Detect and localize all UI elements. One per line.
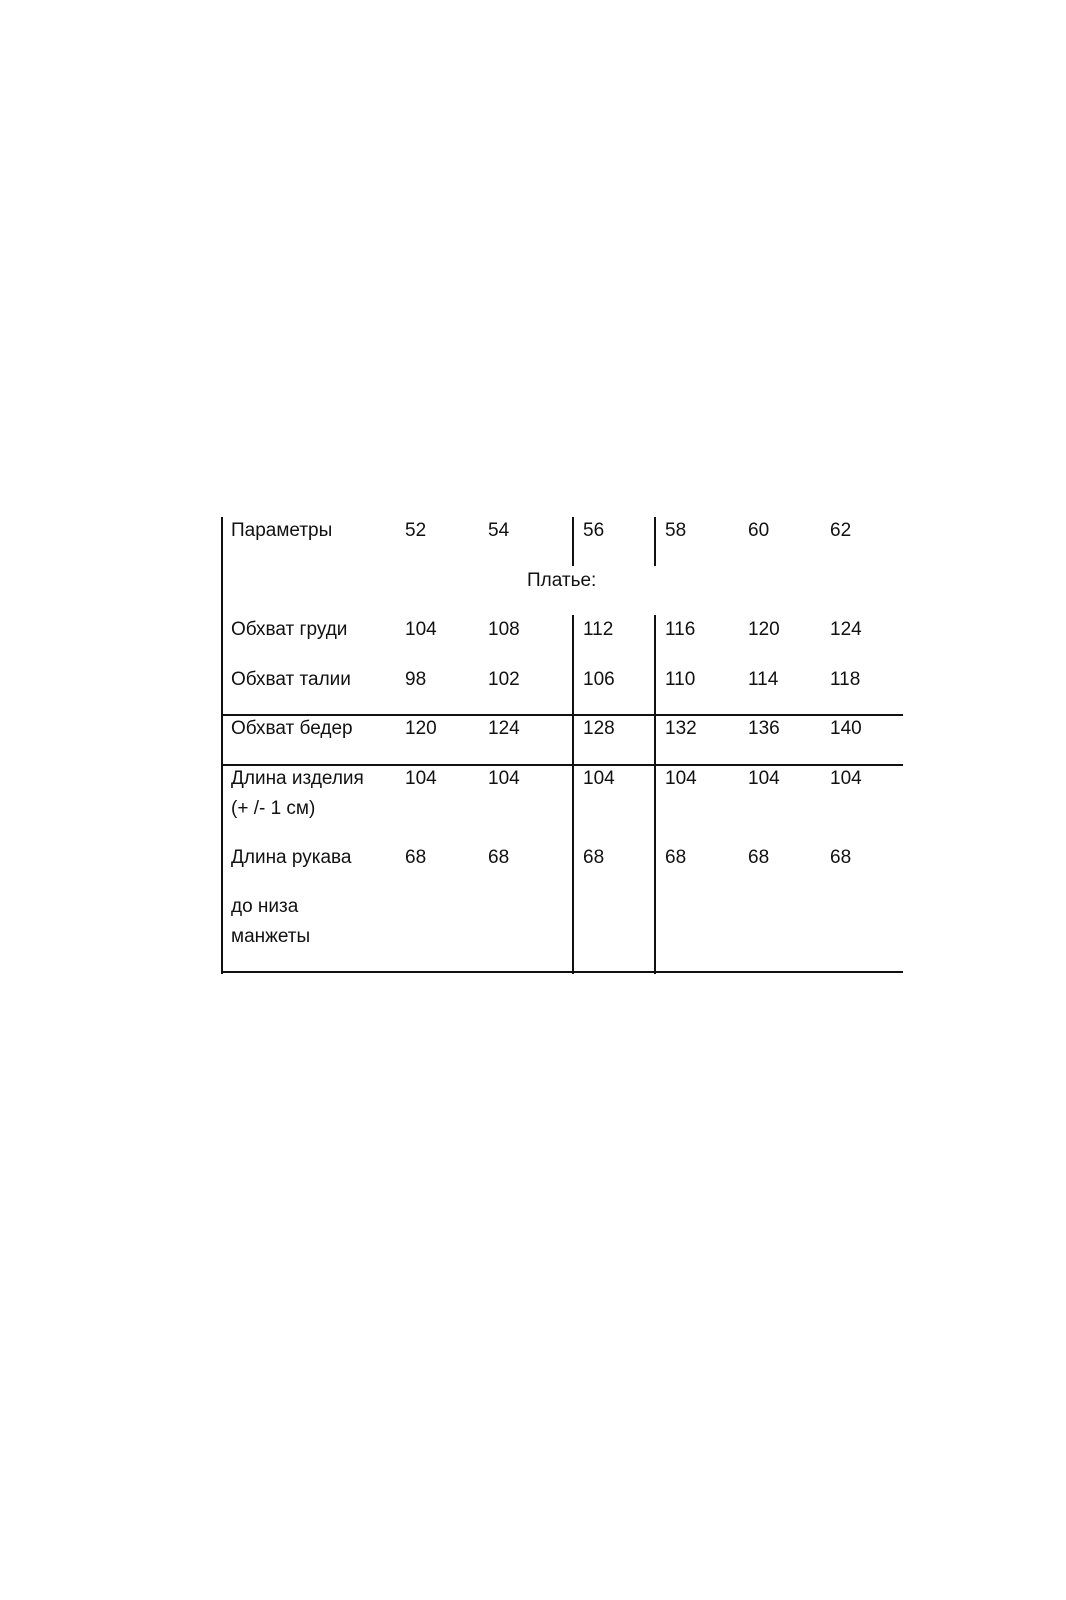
- table-cell: 104: [405, 619, 437, 640]
- table-cell: 104: [665, 768, 697, 789]
- row-divider-hips-top: [221, 714, 903, 716]
- table-cell: 104: [583, 768, 615, 789]
- sleeve-note-line1: до низа: [231, 896, 299, 917]
- table-cell: 68: [405, 847, 427, 868]
- table-cell: 120: [748, 619, 780, 640]
- table-cell: 68: [665, 847, 687, 868]
- table-cell: 104: [748, 768, 780, 789]
- table-cell: 132: [665, 718, 697, 739]
- table-cell: 68: [488, 847, 510, 868]
- header-size: 62: [830, 520, 852, 541]
- table-cell: 68: [748, 847, 770, 868]
- table-cell: 114: [748, 669, 779, 690]
- header-size: 52: [405, 520, 427, 541]
- table-cell: 104: [488, 768, 520, 789]
- table-cell: 128: [583, 718, 615, 739]
- row-label: Длина изделия: [231, 768, 364, 789]
- table-bottom-border: [221, 971, 903, 973]
- column-divider-58-top: [654, 517, 656, 566]
- section-title: Платье:: [527, 570, 597, 591]
- row-label: Длина рукава: [231, 847, 352, 868]
- table-cell: 104: [405, 768, 437, 789]
- row-label: Обхват талии: [231, 669, 351, 690]
- table-cell: 124: [488, 718, 520, 739]
- table-cell: 68: [583, 847, 605, 868]
- table-cell: 116: [665, 619, 696, 640]
- column-divider-56-top: [572, 517, 574, 566]
- table-cell: 108: [488, 619, 520, 640]
- row-label: Обхват груди: [231, 619, 348, 640]
- column-divider-56: [572, 615, 574, 974]
- table-cell: 120: [405, 718, 437, 739]
- table-cell: 118: [830, 669, 861, 690]
- table-cell: 140: [830, 718, 862, 739]
- sleeve-note-line2: манжеты: [231, 926, 311, 947]
- table-cell: 112: [583, 619, 614, 640]
- header-size: 54: [488, 520, 510, 541]
- row-label-note: (+ /- 1 см): [231, 798, 316, 819]
- table-cell: 106: [583, 669, 615, 690]
- row-label: Обхват бедер: [231, 718, 353, 739]
- header-size: 56: [583, 520, 605, 541]
- table-cell: 136: [748, 718, 780, 739]
- row-divider-hips-bottom: [221, 764, 903, 766]
- header-size: 58: [665, 520, 687, 541]
- header-label: Параметры: [231, 520, 333, 541]
- table-cell: 110: [665, 669, 696, 690]
- header-size: 60: [748, 520, 770, 541]
- table-cell: 124: [830, 619, 862, 640]
- table-cell: 102: [488, 669, 520, 690]
- table-cell: 98: [405, 669, 427, 690]
- table-left-border: [221, 517, 223, 974]
- column-divider-58: [654, 615, 656, 974]
- table-cell: 104: [830, 768, 862, 789]
- table-cell: 68: [830, 847, 852, 868]
